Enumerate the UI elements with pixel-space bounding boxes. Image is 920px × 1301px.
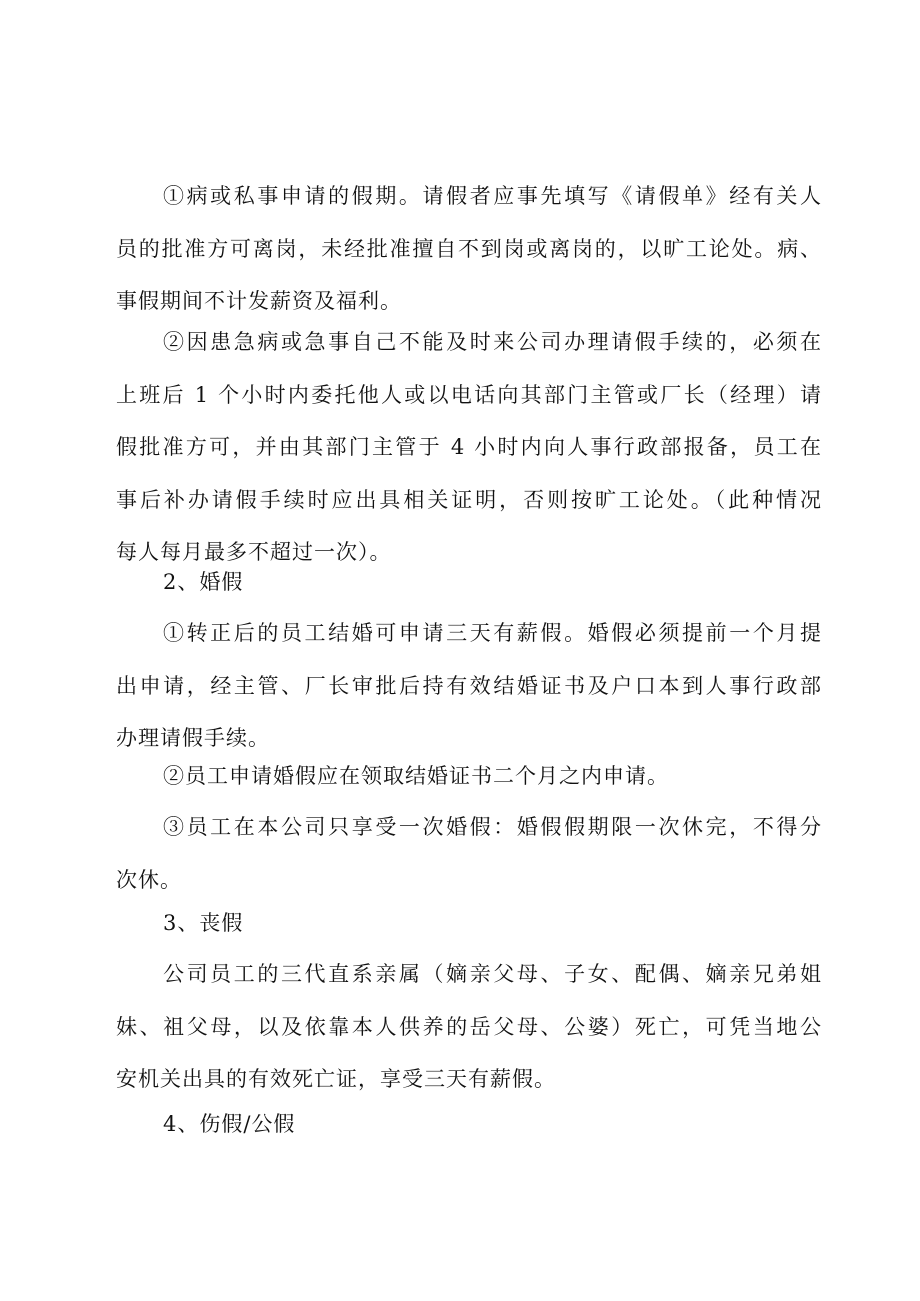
injury-leave-heading: 4、伤假/公假 <box>163 1112 296 1136</box>
text-line: ②因患急病或急事自己不能及时来公司办理请假手续的，必须在 <box>163 330 822 354</box>
text-line: 假批准方可，并由其部门主管于 4 小时内向人事行政部报备，员工在 <box>116 435 822 459</box>
marriage-leave-item-2 <box>116 750 822 803</box>
text-line: 事后补办请假手续时应出具相关证明，否则按旷工论处。（此种情况 <box>116 487 822 512</box>
text-line: ①病或私事申请的假期。请假者应事先填写《请假单》经有关人 <box>163 184 822 208</box>
sick-leave-item-1 <box>116 170 822 328</box>
text-line: 公司员工的三代直系亲属（嫡亲父母、子女、配偶、嫡亲兄弟姐 <box>163 962 822 986</box>
marriage-leave-heading: 2、婚假 <box>163 570 244 594</box>
text-line: ②员工申请婚假应在领取结婚证书二个月之内申请。 <box>163 764 669 788</box>
text-line: 事假期间不计发薪资及福利。 <box>116 289 402 313</box>
marriage-leave-item-3 <box>116 801 822 906</box>
text-line: 上班后 1 个小时内委托他人或以电话向其部门主管或厂长（经理）请 <box>116 382 822 407</box>
text-line: 次休。 <box>116 867 182 892</box>
text-line: 办理请假手续。 <box>116 726 270 750</box>
text-line: ①转正后的员工结婚可申请三天有薪假。婚假必须提前一个月提 <box>163 621 822 645</box>
text-line: 妹、祖父母，以及依靠本人供养的岳父母、公婆）死亡，可凭当地公 <box>116 1014 822 1039</box>
text-line: 出申请，经主管、厂长审批后持有效结婚证书及户口本到人事行政部 <box>116 673 822 698</box>
text-line: 安机关出具的有效死亡证，享受三天有薪假。 <box>116 1067 556 1091</box>
text-line: 每人每月最多不超过一次）。 <box>116 540 392 564</box>
funeral-leave-body <box>116 948 822 1106</box>
text-line: ③员工在本公司只享受一次婚假：婚假假期限一次休完，不得分 <box>163 815 822 839</box>
sick-leave-item-2 <box>116 316 822 579</box>
funeral-leave-heading: 3、丧假 <box>163 911 244 935</box>
marriage-leave-item-1 <box>116 607 822 765</box>
text-line: 员的批准方可离岗，未经批准擅自不到岗或离岗的，以旷工论处。病、 <box>116 236 822 261</box>
